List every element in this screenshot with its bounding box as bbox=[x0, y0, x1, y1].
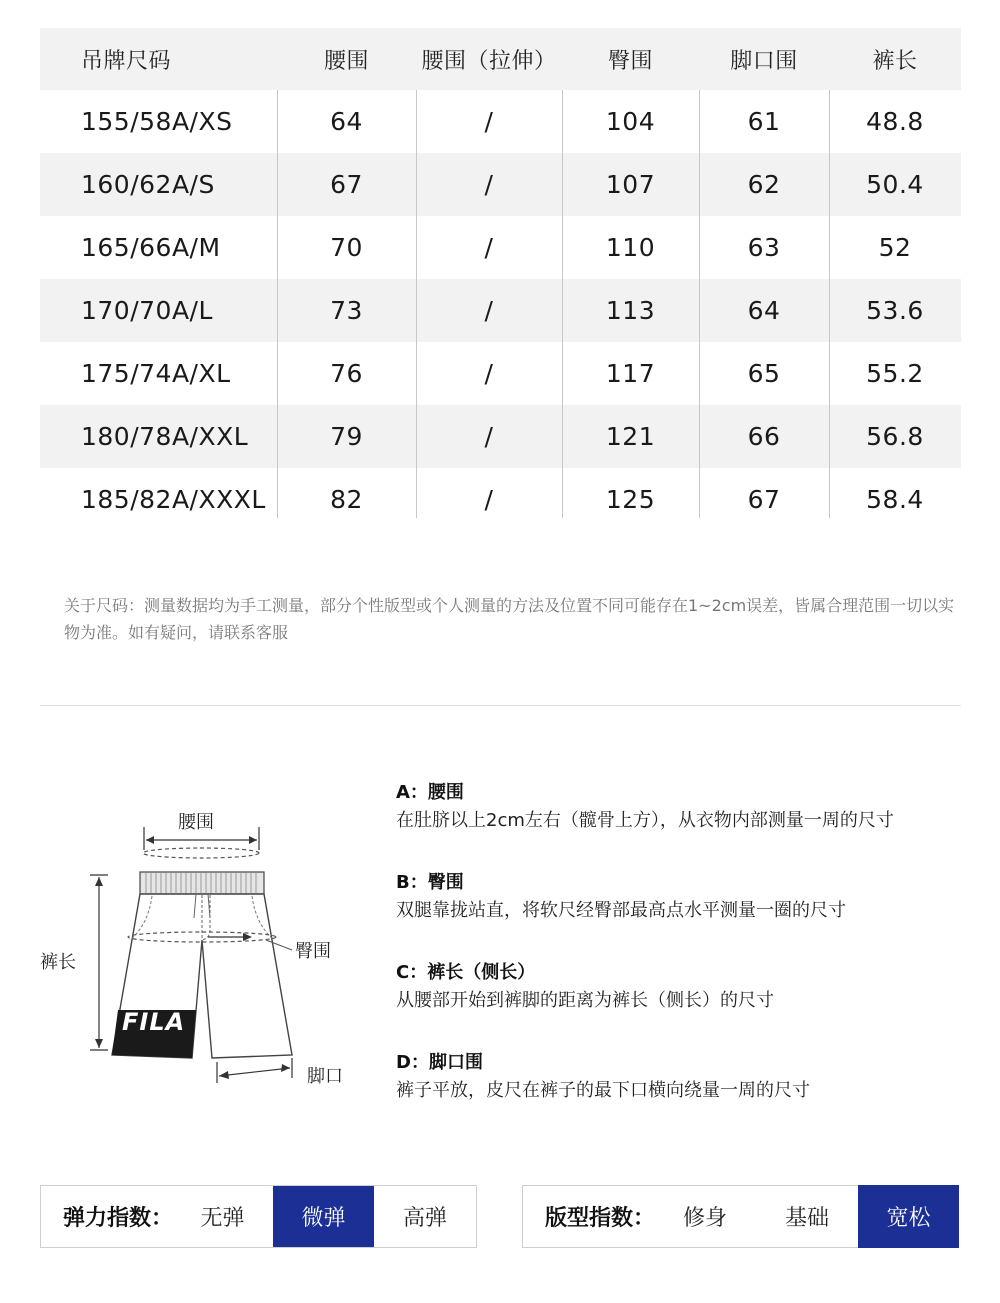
elasticity-label: 弹力指数： bbox=[63, 1206, 174, 1231]
header-waist-stretch: 腰围（拉伸） bbox=[421, 48, 557, 74]
fit-option-loose[interactable]: 宽松 bbox=[858, 1185, 959, 1248]
definition-description: 双腿靠拢站直，将软尺经臀部最高点水平测量一圈的尺寸 bbox=[396, 900, 846, 921]
definition-title: C：裤长（侧长） bbox=[396, 962, 536, 983]
cell-length: 48.8 bbox=[866, 107, 924, 136]
definition-title: A：腰围 bbox=[396, 782, 464, 803]
column-divider bbox=[699, 90, 700, 518]
cell-hip: 104 bbox=[605, 107, 656, 136]
cell-hem: 61 bbox=[747, 107, 781, 136]
cell-hem: 66 bbox=[747, 422, 781, 451]
cell-size: 155/58A/XS bbox=[81, 107, 233, 136]
definition-title: B：臀围 bbox=[396, 872, 464, 893]
cell-hip: 107 bbox=[605, 170, 656, 199]
cell-waist-stretch: / bbox=[484, 359, 494, 388]
cell-size: 170/70A/L bbox=[81, 296, 213, 325]
definition-waist bbox=[396, 780, 976, 870]
cell-hip: 113 bbox=[605, 296, 656, 325]
cell-size: 175/74A/XL bbox=[81, 359, 231, 388]
cell-length: 50.4 bbox=[866, 170, 924, 199]
header-size: 吊牌尺码 bbox=[81, 48, 172, 74]
cell-hem: 65 bbox=[747, 359, 781, 388]
header-length: 裤长 bbox=[872, 48, 918, 74]
elasticity-option-slight[interactable]: 微弹 bbox=[273, 1186, 374, 1247]
cell-waist: 73 bbox=[330, 296, 363, 325]
elasticity-option-high[interactable]: 高弹 bbox=[402, 1206, 447, 1231]
cell-length: 58.4 bbox=[866, 485, 924, 514]
cell-waist: 67 bbox=[330, 170, 363, 199]
cell-hem: 62 bbox=[747, 170, 781, 199]
cell-size: 180/78A/XXL bbox=[81, 422, 249, 451]
table-row bbox=[40, 405, 961, 468]
cell-waist: 82 bbox=[330, 485, 363, 514]
header-waist: 腰围 bbox=[323, 48, 369, 74]
cell-hip: 110 bbox=[605, 233, 656, 262]
waist-label: 腰围 bbox=[178, 812, 214, 833]
cell-waist: 70 bbox=[330, 233, 363, 262]
cell-waist-stretch: / bbox=[484, 233, 494, 262]
section-divider bbox=[40, 705, 961, 706]
size-table bbox=[40, 28, 961, 531]
cell-length: 52 bbox=[878, 233, 912, 262]
table-row bbox=[40, 216, 961, 279]
fit-label: 版型指数： bbox=[545, 1206, 656, 1231]
column-divider bbox=[416, 90, 417, 518]
cell-waist: 79 bbox=[330, 422, 363, 451]
table-row bbox=[40, 153, 961, 216]
cell-hem: 63 bbox=[747, 233, 781, 262]
definition-description: 裤子平放，皮尺在裤子的最下口横向绕量一周的尺寸 bbox=[396, 1080, 810, 1101]
size-note: 关于尺码：测量数据均为手工测量，部分个性版型或个人测量的方法及位置不同可能存在1~2cm误差，皆属合理范围一切以实物为准。如有疑问，请联系客服 bbox=[64, 596, 955, 642]
definition-hip bbox=[396, 870, 976, 960]
column-divider bbox=[829, 90, 830, 518]
cell-size: 165/66A/M bbox=[81, 233, 221, 262]
cell-waist: 76 bbox=[330, 359, 363, 388]
table-header bbox=[40, 28, 961, 90]
cell-hem: 64 bbox=[747, 296, 781, 325]
column-divider bbox=[277, 90, 278, 518]
cell-hip: 117 bbox=[605, 359, 656, 388]
definition-length bbox=[396, 960, 976, 1050]
definition-description: 从腰部开始到裤脚的距离为裤长（侧长）的尺寸 bbox=[396, 990, 774, 1011]
definition-title: D：脚口围 bbox=[396, 1052, 483, 1073]
column-divider bbox=[562, 90, 563, 518]
table-row bbox=[40, 279, 961, 342]
cell-waist: 64 bbox=[330, 107, 363, 136]
header-hem: 脚口围 bbox=[730, 48, 798, 74]
cell-waist-stretch: / bbox=[484, 170, 494, 199]
cell-length: 56.8 bbox=[866, 422, 924, 451]
definition-description: 在肚脐以上2cm左右（髋骨上方），从衣物内部测量一周的尺寸 bbox=[396, 810, 894, 831]
measurement-diagram bbox=[30, 800, 370, 1100]
definition-hem bbox=[396, 1050, 976, 1140]
cell-hip: 125 bbox=[605, 485, 656, 514]
cell-hip: 121 bbox=[605, 422, 656, 451]
table-row bbox=[40, 468, 961, 531]
cell-size: 185/82A/XXXL bbox=[81, 485, 266, 514]
hip-label: 臀围 bbox=[295, 941, 331, 962]
header-hip: 臀围 bbox=[607, 48, 653, 74]
fila-logo: FILA bbox=[122, 1008, 186, 1036]
cell-length: 53.6 bbox=[866, 296, 924, 325]
hem-label: 脚口 bbox=[307, 1066, 343, 1087]
cell-waist-stretch: / bbox=[484, 107, 494, 136]
table-row bbox=[40, 90, 961, 153]
measurement-definitions bbox=[396, 780, 976, 1140]
cell-waist-stretch: / bbox=[484, 296, 494, 325]
fit-option-regular[interactable]: 基础 bbox=[784, 1206, 829, 1231]
length-label: 裤长 bbox=[40, 952, 76, 973]
cell-waist-stretch: / bbox=[484, 422, 494, 451]
table-row bbox=[40, 342, 961, 405]
cell-hem: 67 bbox=[747, 485, 781, 514]
cell-waist-stretch: / bbox=[484, 485, 494, 514]
elasticity-option-none[interactable]: 无弹 bbox=[200, 1206, 245, 1231]
cell-length: 55.2 bbox=[866, 359, 924, 388]
fit-option-slim[interactable]: 修身 bbox=[682, 1206, 727, 1231]
cell-size: 160/62A/S bbox=[81, 170, 215, 199]
